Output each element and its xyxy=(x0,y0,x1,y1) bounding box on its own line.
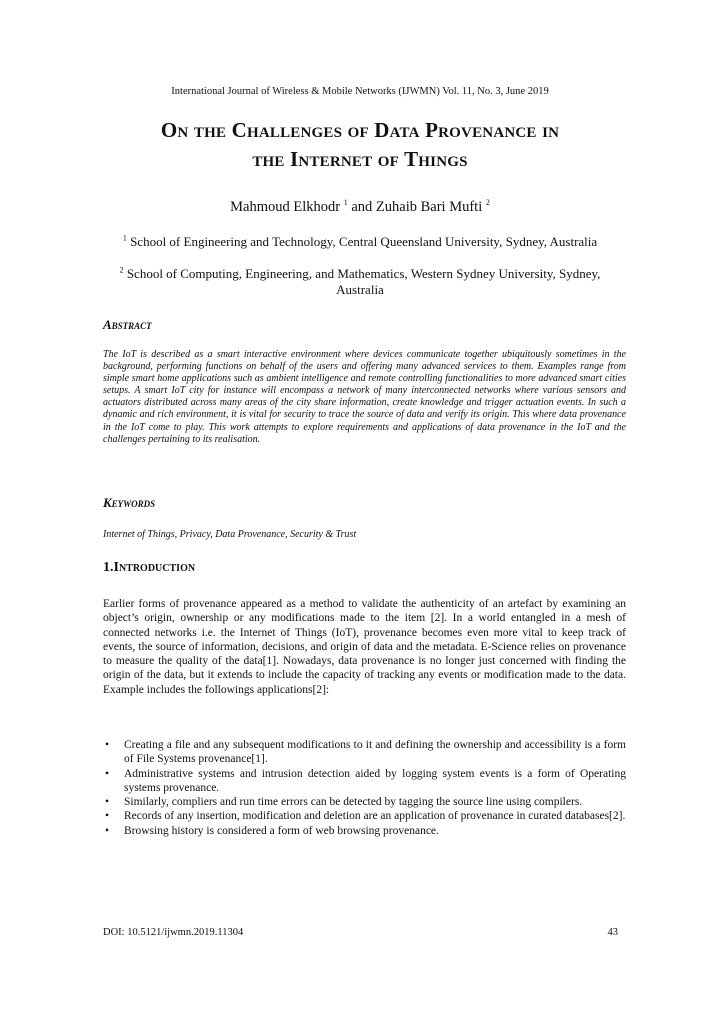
affiliation-2 xyxy=(100,266,620,298)
bullet-icon: • xyxy=(105,739,110,751)
affiliation-mark: 1 xyxy=(343,198,348,208)
bullet-icon: • xyxy=(105,810,110,823)
title-line-1: On the Challenges of Data Provenance in xyxy=(160,118,560,142)
author-name: Zuhaib Bari Mufti xyxy=(375,199,483,215)
introduction-paragraph: Earlier forms of provenance appeared as a method to validate the authenticity of an artefact by examining an object’s origin, ownership or any modifications made to the item [2]. In a world entangled in a mesh of connected networks i.e. the Internet of Things (IoT), provenance becomes even more vital to keep track of events, the source of information, decisions, and origin of data and the metadata. E-Science relies on provenance to measure the quality of the data[1]. Nowadays, data provenance is no longer just concerned with finding the origin of the data, but it extends to include the capacity of tracking any events or modification made to the data. Example includes the followings applications[2]: xyxy=(103,598,626,696)
bullet-icon: • xyxy=(105,767,110,780)
bullet-icon: • xyxy=(105,824,110,837)
affiliation-mark: 2 xyxy=(485,198,490,208)
section-heading-introduction: 1.Introduction xyxy=(103,560,196,575)
author-list xyxy=(0,199,720,216)
list-item xyxy=(103,767,626,796)
keywords-text: Internet of Things, Privacy, Data Provenance, Security & Trust xyxy=(103,529,357,540)
bullet-icon: • xyxy=(105,796,110,809)
affiliation-1 xyxy=(100,234,620,250)
list-item-text: Creating a file and any subsequent modifications to it and defining the ownership and accessibility is a form of File Systems provenance[1]. xyxy=(124,739,626,766)
list-item-text: Administrative systems and intrusion detection aided by logging system events is a form of Operating systems provenance. xyxy=(124,767,626,794)
author-joiner: and xyxy=(351,199,376,215)
keywords-heading: Keywords xyxy=(103,495,156,510)
journal-header: International Journal of Wireless & Mobile Networks (IJWMN) Vol. 11, No. 3, June 2019 xyxy=(171,86,549,97)
abstract-heading: Abstract xyxy=(103,317,152,332)
page-number: 43 xyxy=(607,927,618,938)
list-item xyxy=(103,738,626,767)
list-item-text: Similarly, compliers and run time errors can be detected by tagging the source line using compilers. xyxy=(124,796,583,809)
affiliation-mark: 1 xyxy=(122,233,127,243)
list-item xyxy=(103,795,626,809)
paper-title xyxy=(60,116,660,174)
list-item xyxy=(103,809,626,823)
title-line-2: the Internet of Things xyxy=(252,147,468,171)
affiliation-text: School of Engineering and Technology, Central Queensland University, Sydney, Australia xyxy=(130,234,598,249)
author-name: Mahmoud Elkhodr xyxy=(230,199,341,215)
list-item-text: Records of any insertion, modification and deletion are an application of provenance in curated databases[2]. xyxy=(124,810,626,823)
list-item-text: Browsing history is considered a form of web browsing provenance. xyxy=(124,824,439,837)
list-item xyxy=(103,824,626,838)
application-list xyxy=(103,738,626,838)
affiliation-text: School of Computing, Engineering, and Mathematics, Western Sydney University, Sydney, Australia xyxy=(126,266,601,297)
doi-footer: DOI: 10.5121/ijwmn.2019.11304 xyxy=(103,927,244,938)
affiliation-mark: 2 xyxy=(119,265,124,275)
abstract-text: The IoT is described as a smart interactive environment where devices communicate together ubiquitously sometimes in the background, performing functions on behalf of the users and offering many advanced services to them. Examples range from simple smart home applications such as ambient intelligence and remote controlling functionalities to more advanced smart cities setups. A smart IoT city for instance will encompass a network of many interconnected networks where various sensors and actuators distributed across many areas of the city share information, create knowledge and trigger actuation events. In such a dynamic and rich environment, it is vital for security to trace the source of data and verify its origin. This where data provenance in the IoT come to play. This work attempts to explore requirements and applications of data provenance in the IoT and the challenges pertaining to its realisation. xyxy=(103,349,626,445)
